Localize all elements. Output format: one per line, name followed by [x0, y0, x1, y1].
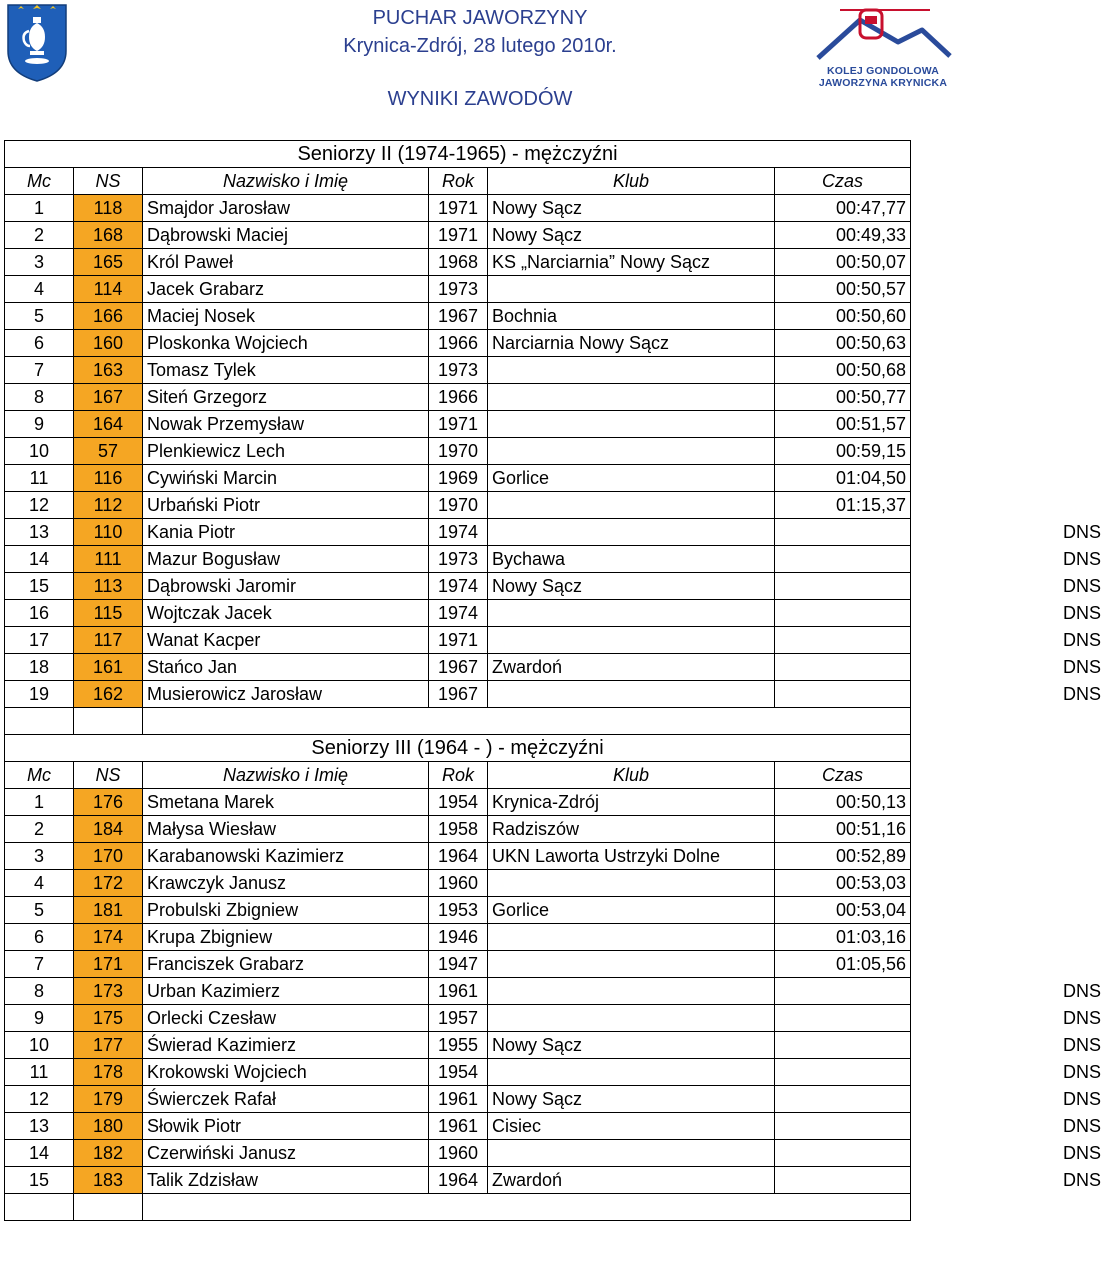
place-cell: 4: [5, 276, 74, 303]
club-cell: KS „Narciarnia” Nowy Sącz: [488, 249, 775, 276]
bib-number-cell: 168: [74, 222, 143, 249]
table-row: [5, 1004, 911, 1031]
section-title-row: [5, 734, 911, 761]
time-cell: DNS: [775, 1031, 911, 1058]
club-cell: Bochnia: [488, 303, 775, 330]
bib-number-cell: 117: [74, 627, 143, 654]
competitor-name-cell: Smetana Marek: [143, 788, 429, 815]
time-cell: 00:51,57: [775, 411, 911, 438]
place-cell: 15: [5, 573, 74, 600]
competitor-name-cell: Maciej Nosek: [143, 303, 429, 330]
place-cell: 1: [5, 195, 74, 222]
table-row: [5, 330, 911, 357]
birth-year-cell: 1964: [429, 1166, 488, 1193]
time-cell: DNS: [775, 1139, 911, 1166]
competitor-name-cell: Stańco Jan: [143, 654, 429, 681]
page-header: [0, 0, 960, 130]
column-header-ns: NS: [74, 761, 143, 788]
birth-year-cell: 1971: [429, 411, 488, 438]
bib-number-cell: 167: [74, 384, 143, 411]
place-cell: 18: [5, 654, 74, 681]
bib-number-cell: 110: [74, 519, 143, 546]
birth-year-cell: 1955: [429, 1031, 488, 1058]
time-cell: DNS: [775, 519, 911, 546]
time-cell: DNS: [775, 546, 911, 573]
time-cell: 00:50,57: [775, 276, 911, 303]
bib-number-cell: 165: [74, 249, 143, 276]
place-cell: 13: [5, 519, 74, 546]
column-header-name: Nazwisko i Imię: [143, 168, 429, 195]
column-header-mc: Mc: [5, 761, 74, 788]
column-header-rok: Rok: [429, 761, 488, 788]
column-header-row: [5, 168, 911, 195]
table-row: [5, 654, 911, 681]
birth-year-cell: 1964: [429, 842, 488, 869]
place-cell: 8: [5, 977, 74, 1004]
table-row: [5, 249, 911, 276]
place-cell: 7: [5, 950, 74, 977]
birth-year-cell: 1953: [429, 896, 488, 923]
competitor-name-cell: Król Paweł: [143, 249, 429, 276]
table-row: [5, 465, 911, 492]
birth-year-cell: 1960: [429, 1139, 488, 1166]
club-cell: [488, 600, 775, 627]
column-header-rok: Rok: [429, 168, 488, 195]
club-cell: Gorlice: [488, 896, 775, 923]
club-cell: [488, 492, 775, 519]
table-row: [5, 573, 911, 600]
place-cell: 6: [5, 923, 74, 950]
place-cell: 3: [5, 249, 74, 276]
competitor-name-cell: Świerczek Rafał: [143, 1085, 429, 1112]
empty-cell: [74, 1193, 143, 1220]
bib-number-cell: 113: [74, 573, 143, 600]
spacer-row: [5, 1193, 911, 1220]
birth-year-cell: 1961: [429, 1085, 488, 1112]
club-cell: Nowy Sącz: [488, 1085, 775, 1112]
table-row: [5, 1112, 911, 1139]
bib-number-cell: 179: [74, 1085, 143, 1112]
competitor-name-cell: Probulski Zbigniew: [143, 896, 429, 923]
bib-number-cell: 183: [74, 1166, 143, 1193]
place-cell: 11: [5, 1058, 74, 1085]
place-cell: 4: [5, 869, 74, 896]
competitor-name-cell: Smajdor Jarosław: [143, 195, 429, 222]
logo-text-line1: KOLEJ GONDOLOWA: [826, 65, 940, 77]
time-cell: DNS: [775, 600, 911, 627]
birth-year-cell: 1974: [429, 519, 488, 546]
time-cell: DNS: [775, 1112, 911, 1139]
time-cell: DNS: [775, 1166, 911, 1193]
time-cell: 00:50,68: [775, 357, 911, 384]
bib-number-cell: 171: [74, 950, 143, 977]
birth-year-cell: 1961: [429, 977, 488, 1004]
club-cell: Radziszów: [488, 815, 775, 842]
competitor-name-cell: Wanat Kacper: [143, 627, 429, 654]
time-cell: 00:47,77: [775, 195, 911, 222]
place-cell: 2: [5, 815, 74, 842]
place-cell: 6: [5, 330, 74, 357]
table-row: [5, 519, 911, 546]
club-cell: [488, 950, 775, 977]
event-title: PUCHAR JAWORZYNY: [372, 7, 588, 29]
birth-year-cell: 1954: [429, 1058, 488, 1085]
results-heading: WYNIKI ZAWODÓW: [387, 88, 573, 110]
birth-year-cell: 1970: [429, 492, 488, 519]
time-cell: DNS: [775, 654, 911, 681]
birth-year-cell: 1973: [429, 546, 488, 573]
club-cell: [488, 276, 775, 303]
birth-year-cell: 1947: [429, 950, 488, 977]
place-cell: 10: [5, 438, 74, 465]
time-cell: 00:50,60: [775, 303, 911, 330]
birth-year-cell: 1966: [429, 384, 488, 411]
club-cell: [488, 438, 775, 465]
bib-number-cell: 181: [74, 896, 143, 923]
bib-number-cell: 172: [74, 869, 143, 896]
time-cell: DNS: [775, 681, 911, 708]
table-row: [5, 1166, 911, 1193]
table-row: [5, 438, 911, 465]
time-cell: 00:51,16: [775, 815, 911, 842]
table-row: [5, 842, 911, 869]
place-cell: 7: [5, 357, 74, 384]
time-cell: DNS: [775, 573, 911, 600]
birth-year-cell: 1973: [429, 357, 488, 384]
time-cell: DNS: [775, 1085, 911, 1112]
competitor-name-cell: Dąbrowski Jaromir: [143, 573, 429, 600]
club-cell: Gorlice: [488, 465, 775, 492]
table-row: [5, 384, 911, 411]
competitor-name-cell: Czerwiński Janusz: [143, 1139, 429, 1166]
results-table: [4, 140, 1101, 1221]
club-cell: Zwardoń: [488, 654, 775, 681]
birth-year-cell: 1968: [429, 249, 488, 276]
table-row: [5, 546, 911, 573]
bib-number-cell: 118: [74, 195, 143, 222]
time-cell: 01:03,16: [775, 923, 911, 950]
competitor-name-cell: Krokowski Wojciech: [143, 1058, 429, 1085]
column-header-klub: Klub: [488, 761, 775, 788]
time-cell: 00:49,33: [775, 222, 911, 249]
time-cell: 00:53,03: [775, 869, 911, 896]
bib-number-cell: 166: [74, 303, 143, 330]
competitor-name-cell: Talik Zdzisław: [143, 1166, 429, 1193]
table-row: [5, 815, 911, 842]
table-row: [5, 1058, 911, 1085]
place-cell: 3: [5, 842, 74, 869]
competitor-name-cell: Świerad Kazimierz: [143, 1031, 429, 1058]
time-cell: DNS: [775, 1004, 911, 1031]
club-cell: Cisiec: [488, 1112, 775, 1139]
bib-number-cell: 170: [74, 842, 143, 869]
place-cell: 16: [5, 600, 74, 627]
place-cell: 9: [5, 411, 74, 438]
time-cell: 00:50,07: [775, 249, 911, 276]
time-cell: 00:50,13: [775, 788, 911, 815]
empty-cell: [5, 708, 74, 735]
bib-number-cell: 182: [74, 1139, 143, 1166]
gondola-logo: [810, 6, 956, 90]
birth-year-cell: 1961: [429, 1112, 488, 1139]
section-title: Seniorzy III (1964 - ) - mężczyźni: [5, 734, 911, 761]
bib-number-cell: 175: [74, 1004, 143, 1031]
spacer-row: [5, 708, 911, 735]
time-cell: DNS: [775, 627, 911, 654]
club-cell: Nowy Sącz: [488, 1031, 775, 1058]
place-cell: 12: [5, 492, 74, 519]
birth-year-cell: 1958: [429, 815, 488, 842]
place-cell: 14: [5, 1139, 74, 1166]
gondola-icon: [810, 6, 956, 66]
table-row: [5, 222, 911, 249]
birth-year-cell: 1954: [429, 788, 488, 815]
birth-year-cell: 1966: [429, 330, 488, 357]
birth-year-cell: 1960: [429, 869, 488, 896]
club-cell: Zwardoń: [488, 1166, 775, 1193]
competitor-name-cell: Plenkiewicz Lech: [143, 438, 429, 465]
club-cell: [488, 977, 775, 1004]
competitor-name-cell: Ploskonka Wojciech: [143, 330, 429, 357]
club-cell: [488, 519, 775, 546]
bib-number-cell: 115: [74, 600, 143, 627]
section-title: Seniorzy II (1974-1965) - mężczyźni: [5, 141, 911, 168]
competitor-name-cell: Dąbrowski Maciej: [143, 222, 429, 249]
birth-year-cell: 1970: [429, 438, 488, 465]
club-cell: [488, 357, 775, 384]
competitor-name-cell: Krawczyk Janusz: [143, 869, 429, 896]
time-cell: 00:50,63: [775, 330, 911, 357]
club-cell: Nowy Sącz: [488, 222, 775, 249]
table-row: [5, 492, 911, 519]
empty-cell: [143, 1193, 911, 1220]
competitor-name-cell: Cywiński Marcin: [143, 465, 429, 492]
table-row: [5, 977, 911, 1004]
competitor-name-cell: Karabanowski Kazimierz: [143, 842, 429, 869]
competitor-name-cell: Franciszek Grabarz: [143, 950, 429, 977]
birth-year-cell: 1971: [429, 195, 488, 222]
club-cell: [488, 627, 775, 654]
bib-number-cell: 174: [74, 923, 143, 950]
club-cell: [488, 681, 775, 708]
time-cell: 00:50,77: [775, 384, 911, 411]
bib-number-cell: 160: [74, 330, 143, 357]
birth-year-cell: 1971: [429, 222, 488, 249]
logo-text-line2: JAWORZYNA KRYNICKA: [818, 77, 948, 89]
bib-number-cell: 162: [74, 681, 143, 708]
table-row: [5, 411, 911, 438]
club-cell: [488, 1139, 775, 1166]
birth-year-cell: 1967: [429, 303, 488, 330]
birth-year-cell: 1974: [429, 600, 488, 627]
time-cell: 01:05,56: [775, 950, 911, 977]
bib-number-cell: 173: [74, 977, 143, 1004]
bib-number-cell: 112: [74, 492, 143, 519]
place-cell: 5: [5, 896, 74, 923]
column-header-mc: Mc: [5, 168, 74, 195]
birth-year-cell: 1967: [429, 681, 488, 708]
competitor-name-cell: Kania Piotr: [143, 519, 429, 546]
place-cell: 12: [5, 1085, 74, 1112]
club-cell: [488, 384, 775, 411]
club-cell: [488, 411, 775, 438]
table-row: [5, 896, 911, 923]
club-cell: UKN Laworta Ustrzyki Dolne: [488, 842, 775, 869]
time-cell: 00:52,89: [775, 842, 911, 869]
place-cell: 14: [5, 546, 74, 573]
bib-number-cell: 164: [74, 411, 143, 438]
club-cell: [488, 923, 775, 950]
time-cell: 01:04,50: [775, 465, 911, 492]
competitor-name-cell: Urban Kazimierz: [143, 977, 429, 1004]
club-cell: Krynica-Zdrój: [488, 788, 775, 815]
place-cell: 1: [5, 788, 74, 815]
club-cell: Narciarnia Nowy Sącz: [488, 330, 775, 357]
bib-number-cell: 57: [74, 438, 143, 465]
empty-cell: [74, 708, 143, 735]
bib-number-cell: 116: [74, 465, 143, 492]
competitor-name-cell: Urbański Piotr: [143, 492, 429, 519]
event-place-date: Krynica-Zdrój, 28 lutego 2010r.: [343, 35, 617, 57]
place-cell: 11: [5, 465, 74, 492]
birth-year-cell: 1971: [429, 627, 488, 654]
table-row: [5, 600, 911, 627]
club-cell: [488, 1004, 775, 1031]
place-cell: 9: [5, 1004, 74, 1031]
birth-year-cell: 1974: [429, 573, 488, 600]
column-header-row: [5, 761, 911, 788]
place-cell: 5: [5, 303, 74, 330]
table-row: [5, 303, 911, 330]
competitor-name-cell: Musierowicz Jarosław: [143, 681, 429, 708]
birth-year-cell: 1946: [429, 923, 488, 950]
bib-number-cell: 161: [74, 654, 143, 681]
club-cell: Nowy Sącz: [488, 195, 775, 222]
birth-year-cell: 1967: [429, 654, 488, 681]
competitor-name-cell: Słowik Piotr: [143, 1112, 429, 1139]
place-cell: 2: [5, 222, 74, 249]
column-header-name: Nazwisko i Imię: [143, 761, 429, 788]
birth-year-cell: 1957: [429, 1004, 488, 1031]
table-row: [5, 195, 911, 222]
table-row: [5, 950, 911, 977]
competitor-name-cell: Wojtczak Jacek: [143, 600, 429, 627]
bib-number-cell: 178: [74, 1058, 143, 1085]
empty-cell: [143, 708, 911, 735]
competitor-name-cell: Małysa Wiesław: [143, 815, 429, 842]
table-row: [5, 1139, 911, 1166]
table-row: [5, 1031, 911, 1058]
table-row: [5, 923, 911, 950]
column-header-czas: Czas: [775, 168, 911, 195]
place-cell: 19: [5, 681, 74, 708]
place-cell: 8: [5, 384, 74, 411]
place-cell: 13: [5, 1112, 74, 1139]
time-cell: 01:15,37: [775, 492, 911, 519]
column-header-ns: NS: [74, 168, 143, 195]
birth-year-cell: 1973: [429, 276, 488, 303]
time-cell: 00:53,04: [775, 896, 911, 923]
competitor-name-cell: Tomasz Tylek: [143, 357, 429, 384]
bib-number-cell: 177: [74, 1031, 143, 1058]
bib-number-cell: 176: [74, 788, 143, 815]
competitor-name-cell: Orlecki Czesław: [143, 1004, 429, 1031]
place-cell: 17: [5, 627, 74, 654]
place-cell: 15: [5, 1166, 74, 1193]
time-cell: 00:59,15: [775, 438, 911, 465]
competitor-name-cell: Nowak Przemysław: [143, 411, 429, 438]
club-cell: [488, 869, 775, 896]
place-cell: 10: [5, 1031, 74, 1058]
bib-number-cell: 180: [74, 1112, 143, 1139]
table-row: [5, 681, 911, 708]
table-row: [5, 1085, 911, 1112]
club-cell: Nowy Sącz: [488, 573, 775, 600]
table-row: [5, 869, 911, 896]
table-row: [5, 357, 911, 384]
table-row: [5, 627, 911, 654]
bib-number-cell: 163: [74, 357, 143, 384]
empty-cell: [5, 1193, 74, 1220]
club-cell: [488, 1058, 775, 1085]
bib-number-cell: 114: [74, 276, 143, 303]
table-row: [5, 276, 911, 303]
competitor-name-cell: Krupa Zbigniew: [143, 923, 429, 950]
time-cell: DNS: [775, 977, 911, 1004]
club-cell: Bychawa: [488, 546, 775, 573]
competitor-name-cell: Mazur Bogusław: [143, 546, 429, 573]
time-cell: DNS: [775, 1058, 911, 1085]
birth-year-cell: 1969: [429, 465, 488, 492]
column-header-czas: Czas: [775, 761, 911, 788]
competitor-name-cell: Siteń Grzegorz: [143, 384, 429, 411]
section-title-row: [5, 141, 911, 168]
bib-number-cell: 111: [74, 546, 143, 573]
column-header-klub: Klub: [488, 168, 775, 195]
competitor-name-cell: Jacek Grabarz: [143, 276, 429, 303]
bib-number-cell: 184: [74, 815, 143, 842]
table-row: [5, 788, 911, 815]
